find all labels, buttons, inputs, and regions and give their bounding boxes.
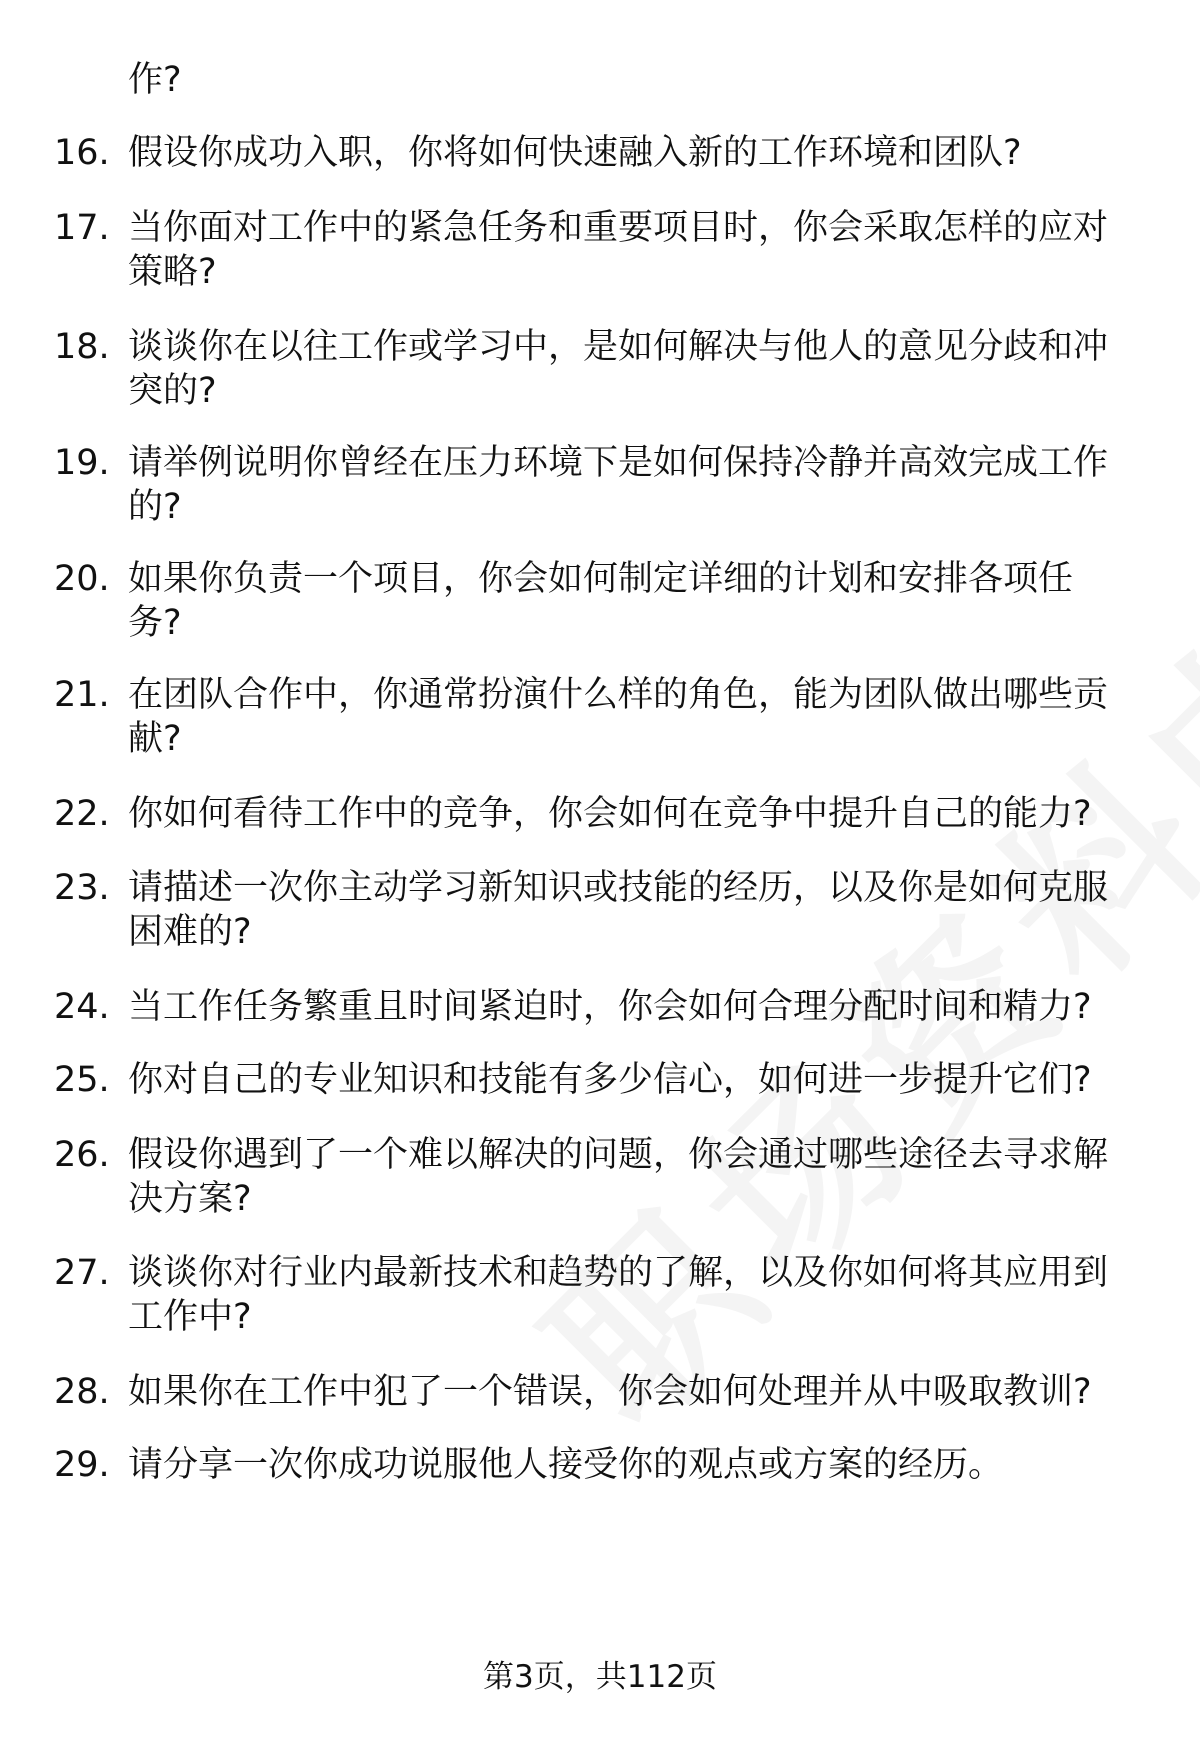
question-text <box>128 1058 1148 1102</box>
question-number: 27. <box>54 1253 110 1293</box>
page-footer: 第3页，共112页 <box>483 1659 717 1695</box>
question-number: 20. <box>54 559 110 599</box>
question-number: 26. <box>54 1135 110 1175</box>
question-text <box>128 1251 1148 1339</box>
question-line: 请举例说明你曾经在压力环境下是如何保持冷静并高效完成工作 <box>128 443 1109 483</box>
question-line: 的? <box>128 487 182 527</box>
question-text <box>128 325 1148 413</box>
question-text <box>128 131 1148 175</box>
question-line: 在团队合作中，你通常扮演什么样的角色，能为团队做出哪些贡 <box>128 675 1109 715</box>
question-number: 23. <box>54 868 110 908</box>
question-text <box>128 985 1148 1029</box>
question-line: 你如何看待工作中的竞争，你会如何在竞争中提升自己的能力? <box>128 794 1092 834</box>
question-line: 突的? <box>128 371 217 411</box>
question-line: 当工作任务繁重且时间紧迫时，你会如何合理分配时间和精力? <box>128 987 1092 1027</box>
question-number: 29. <box>54 1445 110 1485</box>
question-line: 策略? <box>128 252 217 292</box>
question-line: 谈谈你在以往工作或学习中，是如何解决与他人的意见分歧和冲 <box>128 327 1109 367</box>
question-text <box>128 792 1148 836</box>
question-number: 16. <box>54 133 110 173</box>
question-text <box>128 866 1148 954</box>
continuation-text: 作? <box>128 60 182 100</box>
question-number: 22. <box>54 794 110 834</box>
question-text <box>128 557 1148 645</box>
question-line: 假设你成功入职，你将如何快速融入新的工作环境和团队? <box>128 133 1022 173</box>
question-number: 17. <box>54 208 110 248</box>
question-text <box>128 441 1148 529</box>
question-line: 你对自己的专业知识和技能有多少信心，如何进一步提升它们? <box>128 1060 1092 1100</box>
question-line: 工作中? <box>128 1297 252 1337</box>
question-line: 决方案? <box>128 1179 252 1219</box>
question-text <box>128 1133 1148 1221</box>
question-line: 请分享一次你成功说服他人接受你的观点或方案的经历。 <box>128 1445 1004 1485</box>
question-line: 困难的? <box>128 912 252 952</box>
question-number: 19. <box>54 443 110 483</box>
question-line: 谈谈你对行业内最新技术和趋势的了解，以及你如何将其应用到 <box>128 1253 1109 1293</box>
question-line: 假设你遇到了一个难以解决的问题，你会通过哪些途径去寻求解 <box>128 1135 1109 1175</box>
question-line: 献? <box>128 719 182 759</box>
question-line: 请描述一次你主动学习新知识或技能的经历，以及你是如何克服 <box>128 868 1109 908</box>
question-number: 24. <box>54 987 110 1027</box>
question-line: 如果你负责一个项目，你会如何制定详细的计划和安排各项任 <box>128 559 1074 599</box>
question-number: 25. <box>54 1060 110 1100</box>
question-text <box>128 1370 1148 1414</box>
question-line: 务? <box>128 603 182 643</box>
question-line: 如果你在工作中犯了一个错误，你会如何处理并从中吸取教训? <box>128 1372 1092 1412</box>
question-number: 21. <box>54 675 110 715</box>
question-text <box>128 1443 1148 1487</box>
question-text <box>128 673 1148 761</box>
question-text <box>128 206 1148 294</box>
question-number: 28. <box>54 1372 110 1412</box>
question-line: 当你面对工作中的紧急任务和重要项目时，你会采取怎样的应对 <box>128 208 1109 248</box>
question-number: 18. <box>54 327 110 367</box>
